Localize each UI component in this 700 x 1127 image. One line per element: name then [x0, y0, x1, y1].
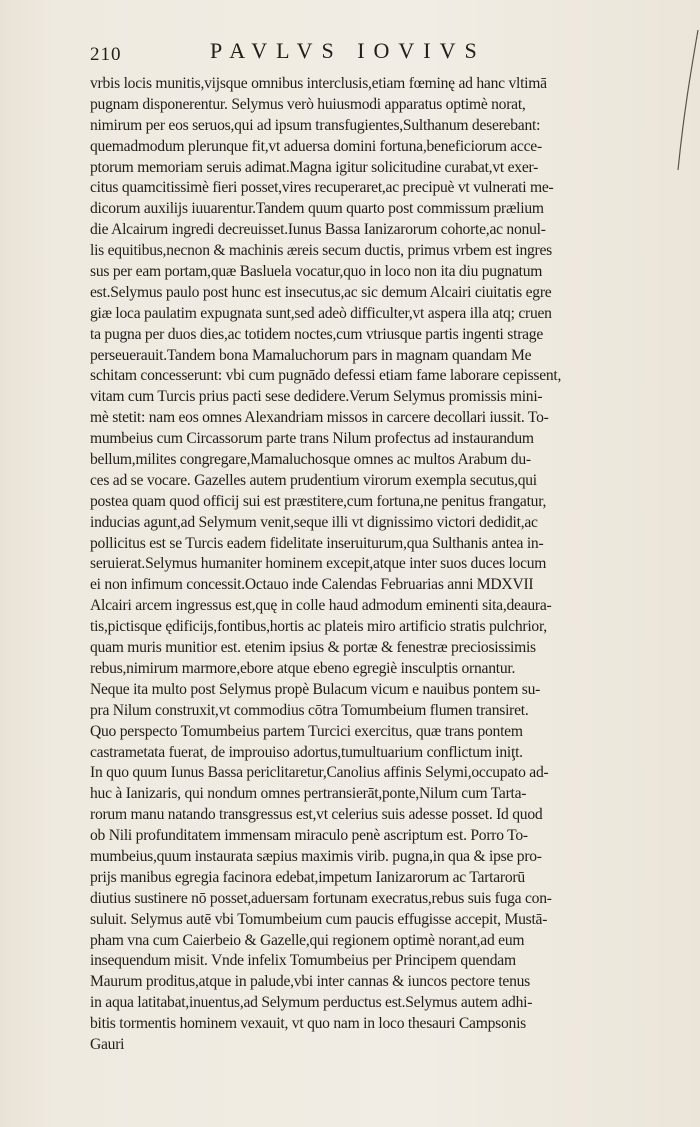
text-line: huc à Ianizaris, qui nondum omnes pertransierāt,ponte,Nilum cum Tarta-	[90, 785, 527, 803]
text-line: citus quamcitissimè fieri posset,vires recuperaret,ac precipuè vt vulnerati me-	[90, 179, 554, 197]
text-line: Quo perspecto Tomumbeius partem Turcici exercitus, quæ trans pontem	[90, 722, 523, 740]
text-line: perseuerauit.Tandem bona Mamaluchorum pars in magnam quandam Me	[90, 346, 532, 364]
text-line: dicorum auxilijs iuuarentur.Tandem quum quarto post commissum prælium	[90, 200, 544, 218]
text-line: Alcairi arcem ingressus est,quę in colle haud admodum eminenti sita,deaura-	[90, 597, 552, 615]
text-line: rebus,nimirum marmore,ebore atque ebeno egregiè insculptis ornantur.	[90, 659, 516, 677]
margin-pen-mark	[670, 30, 700, 170]
text-line: est.Selymus paulo post hunc est insecutus,ac sic demum Alcairi ciuitatis egre	[90, 283, 552, 301]
text-line: mè stetit: nam eos omnes Alexandriam missos in carcere decollari iussit. To-	[90, 409, 549, 427]
text-line: seruierat.Selymus humaniter hominem excepit,atque inter suos duces locum	[90, 555, 547, 573]
text-line: castrametata fuerat, de improuiso adortus,tumultuarium conflictum iniţt.	[90, 743, 523, 761]
text-line: postea quam quod officij sui est præstitere,cum fortuna,ne penitus frangatur,	[90, 492, 547, 510]
page-number: 210	[90, 44, 122, 65]
text-line: pollicitus est se Turcis eadem fidelitate inseruiturum,qua Sulthanis antea in-	[90, 534, 544, 552]
text-line: vrbis locis munitis,vijsque omnibus interclusis,etiam fœminę ad hanc vltimā	[90, 75, 547, 92]
text-line: pugnam disponerentur. Selymus verò huiusmodi apparatus optimè norat,	[90, 95, 526, 113]
text-line: In quo quum Iunus Bassa periclitaretur,Canolius affinis Selymi,occupato ad-	[90, 764, 549, 782]
text-line: Maurum proditus,atque in palude,vbi inter cannas & iuncos pectore tenus	[90, 973, 530, 991]
text-line: Neque ita multo post Selymus propè Bulacum vicum e nauibus pontem su-	[90, 680, 541, 698]
text-line: ob Nili profunditatem immensam miraculo penè ascriptum est. Porro To-	[90, 827, 528, 845]
text-line: quemadmodum plerunque fit,vt aduersa domini fortuna,beneficiorum acce-	[90, 137, 542, 155]
text-line: tis,pictisque ędificijs,fontibus,hortis ac plateis miro artificio stratis pulchrior,	[90, 618, 547, 636]
text-line: giæ loca paulatim expugnata sunt,sed adeò difficulter,vt aspera illa atq; cruen	[90, 304, 552, 322]
body-text	[90, 74, 630, 1056]
text-line: pham vna cum Caierbeio & Gazelle,qui regionem optimè norant,ad eum	[90, 931, 525, 949]
text-line: rorum manu natando transgressus est,vt celerius suis adesse posset. Id quod	[90, 806, 543, 824]
text-line: quam muris munitior est. etenim ipsius & portæ & fenestræ preciosissimis	[90, 639, 536, 657]
page-header	[90, 38, 630, 68]
text-line: insequendum misit. Vnde infelix Tomumbeius per Principem quendam	[90, 952, 516, 970]
running-head: PAVLVS IOVIVS	[210, 38, 486, 63]
text-line: suluit. Selymus autē vbi Tomumbeium cum paucis effugisse accepit, Mustā-	[90, 910, 548, 928]
text-line: ces ad se vocare. Gazelles autem prudentium virorum exempla secutus,qui	[90, 471, 537, 489]
text-line: bitis tormentis hominem vexauit, vt quo nam in loco thesauri Campsonis	[90, 1015, 526, 1033]
text-line: pra Nilum construxit,vt commodius cōtra Tomumbeium flumen transiret.	[90, 701, 529, 719]
text-line: in aqua latitabat,inuentus,ad Selymum perductus est.Selymus autem adhi-	[90, 994, 533, 1012]
text-line: ta pugna per duos dies,ac totidem noctes,cum vtriusque partis ingenti strage	[90, 325, 544, 343]
text-line: Gauri	[90, 1035, 125, 1053]
text-line: bellum,milites congregare,Mamaluchosque omnes ac multos Arabum du-	[90, 451, 531, 469]
text-line: diutius sustinere nō posset,aduersam fortunam execratus,rebus suis fuga con-	[90, 889, 552, 907]
text-line: lis equitibus,necnon & machinis æreis secum ductis, primus vrbem est ingres	[90, 242, 552, 260]
text-line: mumbeius cum Circassorum parte trans Nilum profectus ad instaurandum	[90, 430, 534, 448]
text-line: sus per eam portam,quæ Basluela vocatur,quo in loco non ita diu pugnatum	[90, 263, 543, 281]
text-line: ptorum memoriam seruis adimat.Magna igitur solicitudine curabat,vt exer-	[90, 158, 539, 176]
text-line: mumbeius,quum instaurata sæpius maximis virib. pugna,in qua & ipse pro-	[90, 847, 542, 865]
text-line: inducias agunt,ad Selymum venit,seque illi vt dignissimo victori dedidit,ac	[90, 513, 538, 531]
text-line: vitam cum Turcis prius pacti sese dedidere.Verum Selymus promissis mini-	[90, 388, 543, 406]
text-line: nimirum per eos seruos,qui ad ipsum transfugientes,Sulthanum deserebant:	[90, 116, 541, 134]
text-line: prijs manibus egregia facinora edebat,impetum Ianizarorum ac Tartarorū	[90, 868, 525, 886]
text-line: die Alcairum ingredi decreuisset.Iunus Bassa Ianizarorum cohorte,ac nonul-	[90, 221, 546, 239]
text-line: schitam concesserunt: vbi cum pugnādo defessi etiam fame laborare cepissent,	[90, 367, 562, 385]
text-line: ei non infimum concessit.Octauo inde Calendas Februarias anni MDXVII	[90, 576, 534, 594]
